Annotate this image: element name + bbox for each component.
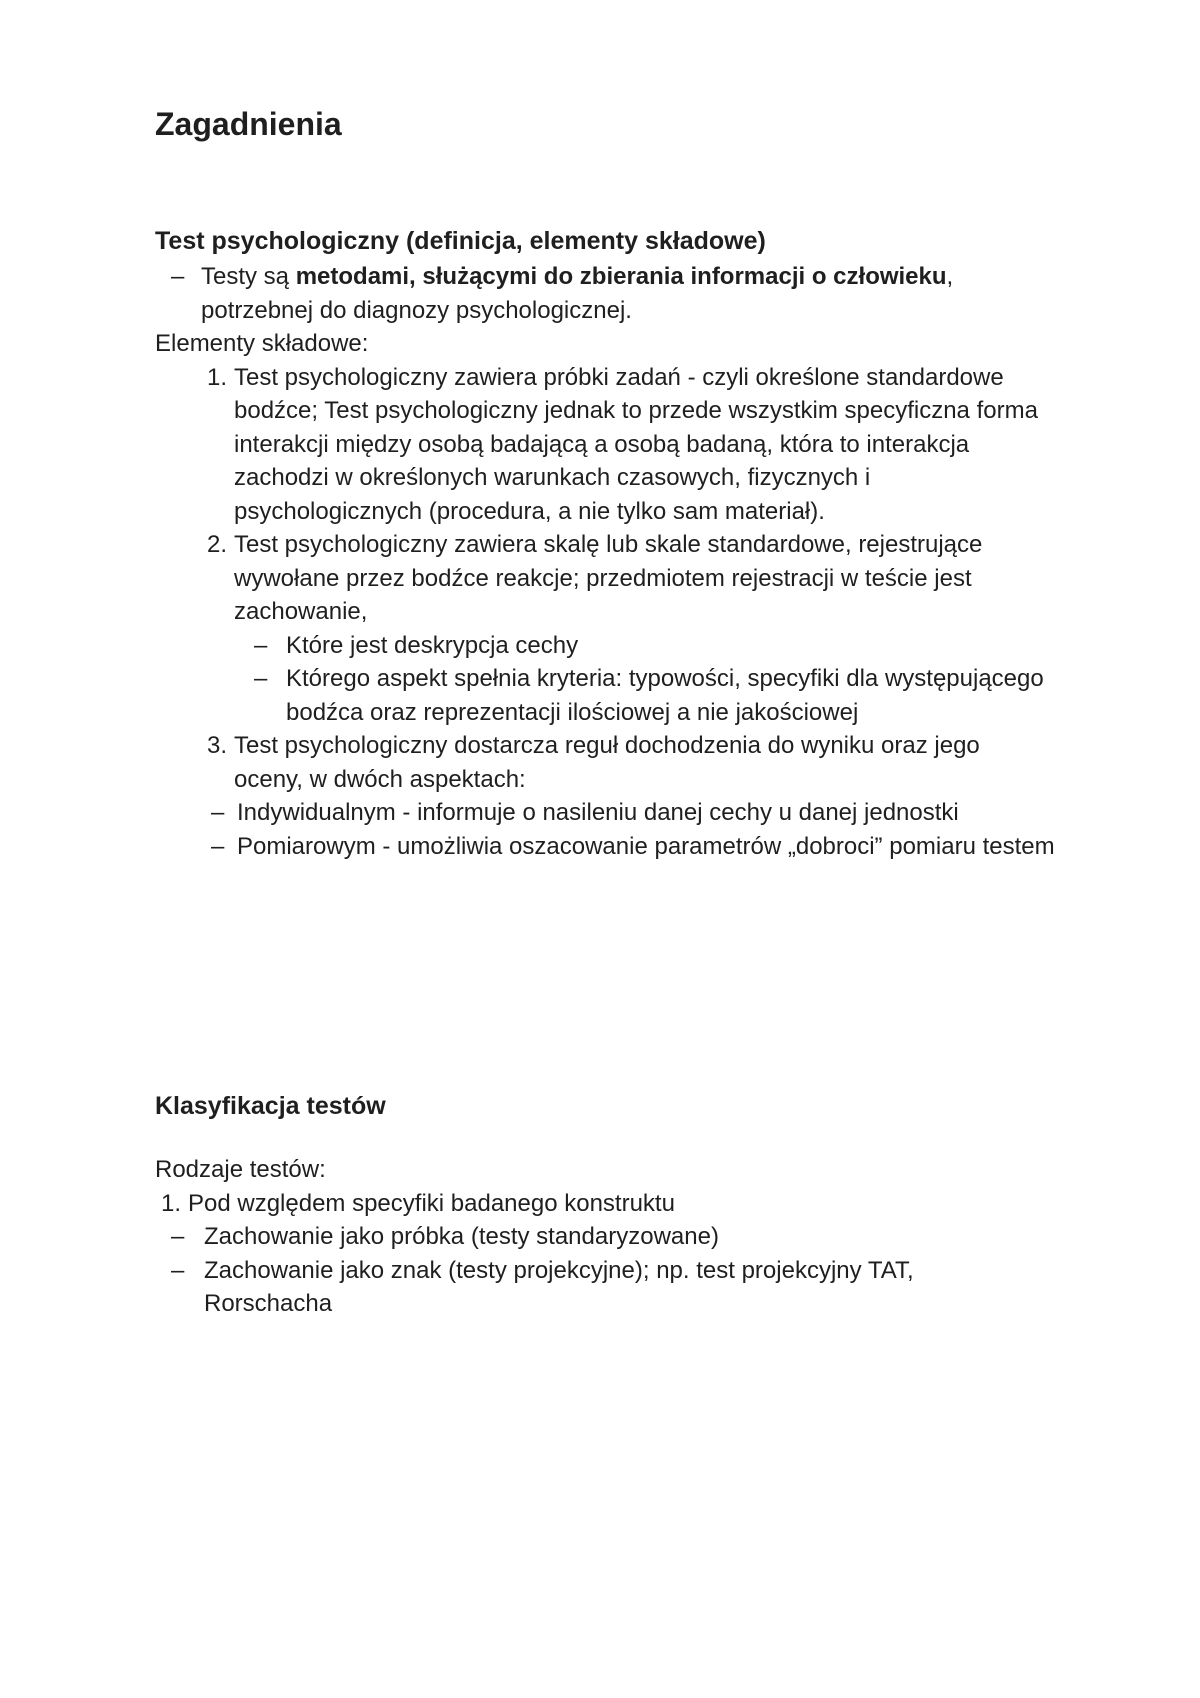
sub-item — [244, 629, 1055, 663]
intro-bullet — [155, 260, 1055, 327]
sub-item — [155, 1220, 1055, 1254]
dash-marker: – — [171, 1223, 185, 1250]
item-text: Test psychologiczny zawiera próbki zadań - czyli określone standardowe bodźce; Test psychologiczny jednak to przede wszystkim specyficzna forma interakcji między osobą badającą a osobą badaną, która to interakcja zachodzi w określonych warunkach czasowych, fizycznych i psychologicznych (procedura, a nie tylko sam materiał). — [234, 363, 1038, 525]
sub-item — [244, 662, 1055, 729]
item-number: 3. — [206, 732, 227, 759]
dash-marker: – — [171, 263, 185, 290]
sub-item-text: Indywidualnym - informuje o nasileniu danej cechy u danej jednostki — [237, 799, 959, 826]
item-number: 1. — [206, 363, 227, 391]
numbered-item-2 — [201, 528, 1055, 629]
section-test-psychologiczny — [155, 224, 1055, 863]
item-number: 2. — [206, 531, 227, 558]
dash-marker: – — [254, 631, 268, 659]
section-heading: Test psychologiczny (definicja, elementy składowe) — [155, 227, 766, 255]
item-text: Pod względem specyfiki badanego konstruktu — [188, 1189, 675, 1217]
elements-label: Elementy składowe: — [155, 330, 369, 357]
dash-marker: – — [171, 1256, 185, 1284]
sub-item-text: Pomiarowym - umożliwia oszacowanie parametrów „dobroci” pomiaru testem — [237, 832, 1055, 860]
sub-item-text: Zachowanie jako próbka (testy standaryzowane) — [204, 1223, 719, 1250]
dash-marker: – — [254, 665, 268, 692]
rodzaje-label: Rodzaje testów: — [155, 1156, 326, 1183]
numbered-item-1 — [201, 361, 1055, 529]
sub-item-text: Które jest deskrypcja cechy — [286, 631, 579, 659]
page-title: Zagadnienia — [155, 106, 342, 142]
dash-marker: – — [211, 799, 225, 826]
item-number: 1. — [160, 1189, 181, 1217]
intro-text: Testy są metodami, służącymi do zbierania informacji o człowieku, potrzebnej do diagnozy psychologicznej. — [201, 263, 954, 324]
sub-item-text: Którego aspekt spełnia kryteria: typowości, specyfiki dla występującego bodźca oraz reprezentacji ilościowej a nie jakościowej — [286, 665, 1044, 726]
sub-item — [155, 1254, 1055, 1321]
numbered-item-3 — [201, 729, 1055, 796]
item-text: Test psychologiczny dostarcza reguł dochodzenia do wyniku oraz jego oceny, w dwóch aspektach: — [234, 732, 980, 793]
item-text: Test psychologiczny zawiera skalę lub skale standardowe, rejestrujące wywołane przez bodźce reakcje; przedmiotem rejestracji w teście jest zachowanie, — [234, 531, 983, 625]
sub-item-text: Zachowanie jako znak (testy projekcyjne); np. test projekcyjny TAT, Rorschacha — [204, 1256, 914, 1317]
numbered-item-1 — [155, 1187, 1055, 1221]
sub-item — [201, 830, 1055, 864]
sub-item — [201, 796, 1055, 830]
dash-marker: – — [211, 832, 225, 860]
section-heading: Klasyfikacja testów — [155, 1092, 386, 1120]
section-klasyfikacja — [155, 1089, 1055, 1321]
